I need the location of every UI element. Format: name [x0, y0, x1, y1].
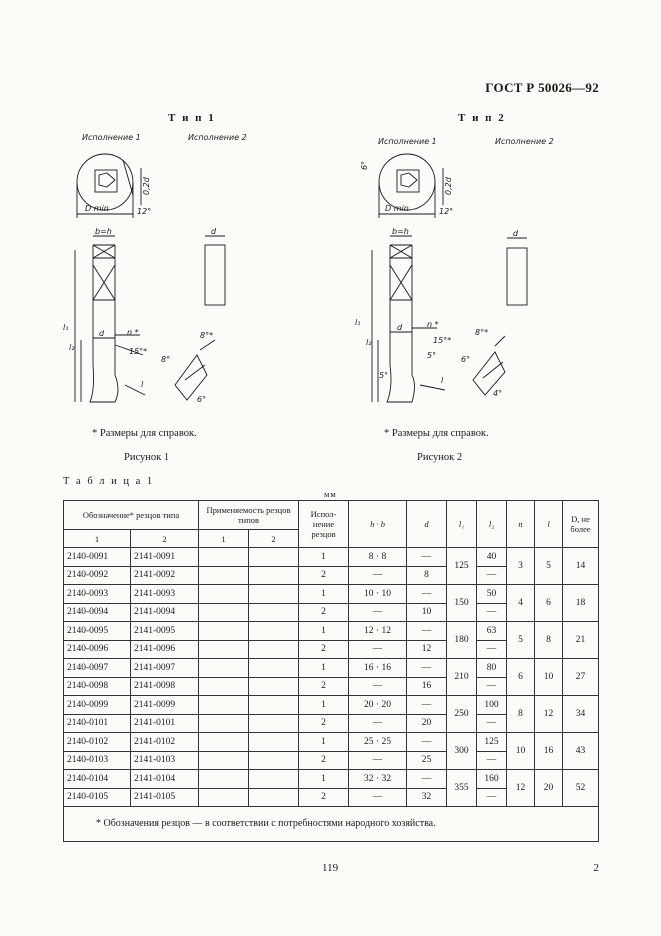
- cell-l1: 180: [447, 622, 477, 659]
- table-row: [64, 696, 599, 715]
- cell-type1-designation: 2140-0097: [64, 659, 131, 678]
- cell-type2-designation: 2141-0098: [131, 677, 199, 696]
- figure2-caption: Рисунок 2: [417, 452, 463, 463]
- table-title: Т а б л и ц а 1: [63, 476, 155, 487]
- cell-d: —: [407, 770, 447, 789]
- header-type2: 2: [131, 530, 199, 548]
- cell-app1: [199, 640, 249, 659]
- cell-app2: [249, 603, 299, 622]
- cell-type2-designation: 2141-0096: [131, 640, 199, 659]
- cell-app1: [199, 677, 249, 696]
- cell-type1-designation: 2140-0094: [64, 603, 131, 622]
- cell-execution: 2: [299, 677, 349, 696]
- cell-type2-designation: 2141-0093: [131, 585, 199, 604]
- cell-app1: [199, 603, 249, 622]
- cell-l: 16: [535, 733, 563, 770]
- header-l2: l₂: [477, 501, 507, 548]
- cell-execution: 2: [299, 751, 349, 770]
- cell-D: 27: [563, 659, 599, 696]
- cell-app2: [249, 548, 299, 567]
- cell-l1: 250: [447, 696, 477, 733]
- header-app2: 2: [249, 530, 299, 548]
- fig1-n-label: n *: [127, 328, 139, 337]
- cell-l1: 150: [447, 585, 477, 622]
- cell-type2-designation: 2141-0092: [131, 566, 199, 585]
- cell-n: 6: [507, 659, 535, 696]
- cell-app2: [249, 751, 299, 770]
- cell-app2: [249, 622, 299, 641]
- figure1-caption: Рисунок 1: [124, 452, 170, 463]
- cell-type1-designation: 2140-0103: [64, 751, 131, 770]
- cell-l2: —: [477, 677, 507, 696]
- cell-execution: 1: [299, 733, 349, 752]
- figure1-execution2-label: Исполнение 2: [188, 133, 247, 142]
- cell-d: 25: [407, 751, 447, 770]
- cell-execution: 2: [299, 714, 349, 733]
- cell-execution: 2: [299, 788, 349, 807]
- cell-app1: [199, 548, 249, 567]
- cell-d: 20: [407, 714, 447, 733]
- fig2-d02-label: 0,2d: [444, 177, 453, 195]
- fig2-6deg-label: 6°: [461, 355, 471, 364]
- header-hb: h · b: [349, 501, 407, 548]
- cell-type1-designation: 2140-0099: [64, 696, 131, 715]
- cell-l2: —: [477, 751, 507, 770]
- cell-d: 32: [407, 788, 447, 807]
- cell-D: 18: [563, 585, 599, 622]
- fig2-5deg-label: 5°: [427, 351, 437, 360]
- cell-app1: [199, 585, 249, 604]
- fig1-d-label: d: [99, 329, 105, 338]
- header-l1: l₁: [447, 501, 477, 548]
- cell-l: 8: [535, 622, 563, 659]
- cell-l2: —: [477, 603, 507, 622]
- cell-hb: 10 · 10: [349, 585, 407, 604]
- cell-type1-designation: 2140-0091: [64, 548, 131, 567]
- cell-l: 20: [535, 770, 563, 807]
- cell-type2-designation: 2141-0094: [131, 603, 199, 622]
- cell-type1-designation: 2140-0093: [64, 585, 131, 604]
- header-d: d: [407, 501, 447, 548]
- header-app1: 1: [199, 530, 249, 548]
- cell-hb: 8 · 8: [349, 548, 407, 567]
- cell-execution: 2: [299, 603, 349, 622]
- cell-n: 4: [507, 585, 535, 622]
- cell-app2: [249, 640, 299, 659]
- fig1-8deg-star-label: 8°*: [200, 331, 214, 340]
- table-unit: мм: [324, 489, 337, 499]
- fig2-d-label: d: [397, 323, 403, 332]
- fig1-6deg-label: 6°: [197, 395, 207, 404]
- cell-type2-designation: 2141-0101: [131, 714, 199, 733]
- fig1-dmin-label: D min: [85, 204, 109, 213]
- cell-app1: [199, 733, 249, 752]
- cell-l2: —: [477, 640, 507, 659]
- cell-type1-designation: 2140-0092: [64, 566, 131, 585]
- cell-type2-designation: 2141-0103: [131, 751, 199, 770]
- table-row: [64, 622, 599, 641]
- cell-hb: —: [349, 751, 407, 770]
- cell-l2: —: [477, 788, 507, 807]
- fig1-section-circle: [77, 154, 133, 210]
- cell-type1-designation: 2140-0104: [64, 770, 131, 789]
- cell-execution: 2: [299, 566, 349, 585]
- cell-app2: [249, 770, 299, 789]
- cell-l2: 40: [477, 548, 507, 567]
- fig2-15deg-label: 15°*: [433, 336, 452, 345]
- cell-hb: —: [349, 603, 407, 622]
- cell-D: 21: [563, 622, 599, 659]
- cell-d: 8: [407, 566, 447, 585]
- cell-l1: 125: [447, 548, 477, 585]
- table-footnote: * Обозначения резцов — в соответствии с потребностями народного хозяйства.: [64, 807, 599, 842]
- cell-app2: [249, 714, 299, 733]
- table-row: [64, 733, 599, 752]
- cell-l2: 63: [477, 622, 507, 641]
- cell-app1: [199, 622, 249, 641]
- figure2-note: * Размеры для справок.: [384, 428, 489, 439]
- cell-hb: 32 · 32: [349, 770, 407, 789]
- cell-execution: 1: [299, 585, 349, 604]
- cell-l2: —: [477, 714, 507, 733]
- fig1-l1-label: l₁: [63, 323, 69, 332]
- table-1: [63, 500, 599, 842]
- cell-type2-designation: 2141-0091: [131, 548, 199, 567]
- cell-n: 8: [507, 696, 535, 733]
- cell-d: —: [407, 659, 447, 678]
- cell-d: —: [407, 733, 447, 752]
- figure1-type-label: Т и п 1: [168, 112, 216, 124]
- cell-n: 3: [507, 548, 535, 585]
- cell-hb: 16 · 16: [349, 659, 407, 678]
- cell-d: —: [407, 548, 447, 567]
- cell-app1: [199, 714, 249, 733]
- cell-type2-designation: 2141-0099: [131, 696, 199, 715]
- cell-hb: 12 · 12: [349, 622, 407, 641]
- cell-l2: 160: [477, 770, 507, 789]
- cell-hb: —: [349, 714, 407, 733]
- cell-hb: 20 · 20: [349, 696, 407, 715]
- cell-app2: [249, 696, 299, 715]
- cell-d: —: [407, 696, 447, 715]
- table-row: [64, 585, 599, 604]
- cell-app2: [249, 585, 299, 604]
- cell-d: —: [407, 585, 447, 604]
- cell-type2-designation: 2141-0104: [131, 770, 199, 789]
- fig2-n-label: n *: [427, 320, 439, 329]
- cell-app1: [199, 566, 249, 585]
- figure2-execution1-label: Исполнение 1: [378, 137, 437, 146]
- fig2-angle12-label: 12°: [439, 207, 454, 216]
- fig1-d02-label: 0,2d: [142, 177, 151, 195]
- cell-app1: [199, 770, 249, 789]
- fig2-section-circle: [379, 154, 435, 210]
- fig1-l-label: l: [141, 380, 144, 389]
- cell-hb: —: [349, 566, 407, 585]
- table-footnote-row: [64, 807, 599, 842]
- header-D: D, не более: [563, 501, 599, 548]
- cell-hb: —: [349, 640, 407, 659]
- cell-l1: 355: [447, 770, 477, 807]
- cell-type1-designation: 2140-0096: [64, 640, 131, 659]
- cell-l2: 125: [477, 733, 507, 752]
- cell-type2-designation: 2141-0095: [131, 622, 199, 641]
- cell-app1: [199, 659, 249, 678]
- cell-app2: [249, 788, 299, 807]
- figure1-drawing: [55, 140, 255, 415]
- cell-hb: —: [349, 677, 407, 696]
- cell-app2: [249, 566, 299, 585]
- cell-hb: —: [349, 788, 407, 807]
- cell-D: 34: [563, 696, 599, 733]
- sheet-number: 2: [593, 862, 599, 874]
- cell-execution: 1: [299, 770, 349, 789]
- fig2-l1-label: l₁: [355, 318, 361, 327]
- header-l: l: [535, 501, 563, 548]
- cell-l: 12: [535, 696, 563, 733]
- figure2-type-label: Т и п 2: [458, 112, 506, 124]
- fig2-dmin-label: D min: [385, 204, 409, 213]
- cell-app2: [249, 659, 299, 678]
- fig2-6deg-top-label: 6°: [360, 160, 369, 170]
- fig2-8deg-star-label: 8°*: [475, 328, 489, 337]
- cell-type1-designation: 2140-0101: [64, 714, 131, 733]
- cell-app2: [249, 677, 299, 696]
- standard-number: ГОСТ Р 50026—92: [485, 80, 599, 95]
- figure2-drawing: [345, 140, 545, 415]
- header-execution: Испол-нение резцов: [299, 501, 349, 548]
- cell-l2: 50: [477, 585, 507, 604]
- cell-d: 10: [407, 603, 447, 622]
- cell-d: —: [407, 622, 447, 641]
- cell-type1-designation: 2140-0102: [64, 733, 131, 752]
- fig1-l2-label: l₂: [69, 343, 75, 352]
- cell-d: 12: [407, 640, 447, 659]
- cell-type1-designation: 2140-0098: [64, 677, 131, 696]
- cell-type1-designation: 2140-0095: [64, 622, 131, 641]
- cell-app2: [249, 733, 299, 752]
- fig1-15deg-label: 15°*: [129, 347, 148, 356]
- page-number: 119: [322, 862, 339, 874]
- fig1-8deg-label: 8°: [161, 355, 171, 364]
- header-type1: 1: [64, 530, 131, 548]
- fig2-front-d-label: d: [513, 229, 519, 238]
- cell-l: 5: [535, 548, 563, 585]
- cell-execution: 1: [299, 696, 349, 715]
- cell-type2-designation: 2141-0097: [131, 659, 199, 678]
- fig2-bh-label: b=h: [392, 227, 409, 236]
- fig2-4deg-label: 4°: [493, 389, 503, 398]
- fig2-5deg-bottom-label: 5°: [379, 371, 389, 380]
- cell-app1: [199, 696, 249, 715]
- cell-D: 14: [563, 548, 599, 585]
- cell-type1-designation: 2140-0105: [64, 788, 131, 807]
- cell-execution: 2: [299, 640, 349, 659]
- cell-l2: —: [477, 566, 507, 585]
- header-n: n: [507, 501, 535, 548]
- cell-app1: [199, 751, 249, 770]
- cell-execution: 1: [299, 548, 349, 567]
- cell-execution: 1: [299, 659, 349, 678]
- cell-D: 43: [563, 733, 599, 770]
- cell-hb: 25 · 25: [349, 733, 407, 752]
- cell-d: 16: [407, 677, 447, 696]
- header-designation: Обозначение* резцов типа: [64, 501, 199, 530]
- cell-D: 52: [563, 770, 599, 807]
- figure1-execution1-label: Исполнение 1: [82, 133, 141, 142]
- figure1-note: * Размеры для справок.: [92, 428, 197, 439]
- fig2-front-rect: [507, 248, 527, 305]
- fig1-front-rect: [205, 245, 225, 305]
- cell-type2-designation: 2141-0102: [131, 733, 199, 752]
- fig1-angle12-label: 12°: [137, 207, 152, 216]
- header-applicability: Применяемость резцов типов: [199, 501, 299, 530]
- cell-l: 6: [535, 585, 563, 622]
- cell-l2: 100: [477, 696, 507, 715]
- table-row: [64, 548, 599, 567]
- cell-execution: 1: [299, 622, 349, 641]
- cell-l1: 210: [447, 659, 477, 696]
- fig2-l-label: l: [441, 376, 444, 385]
- cell-type2-designation: 2141-0105: [131, 788, 199, 807]
- figure2-execution2-label: Исполнение 2: [495, 137, 554, 146]
- cell-l1: 300: [447, 733, 477, 770]
- cell-app1: [199, 788, 249, 807]
- fig2-l2-label: l₂: [366, 338, 372, 347]
- cell-n: 10: [507, 733, 535, 770]
- cell-n: 5: [507, 622, 535, 659]
- cell-l2: 80: [477, 659, 507, 678]
- cell-l: 10: [535, 659, 563, 696]
- table-row: [64, 770, 599, 789]
- fig1-front-d-label: d: [211, 227, 217, 236]
- fig1-bh-label: b=h: [95, 227, 112, 236]
- cell-n: 12: [507, 770, 535, 807]
- table-row: [64, 659, 599, 678]
